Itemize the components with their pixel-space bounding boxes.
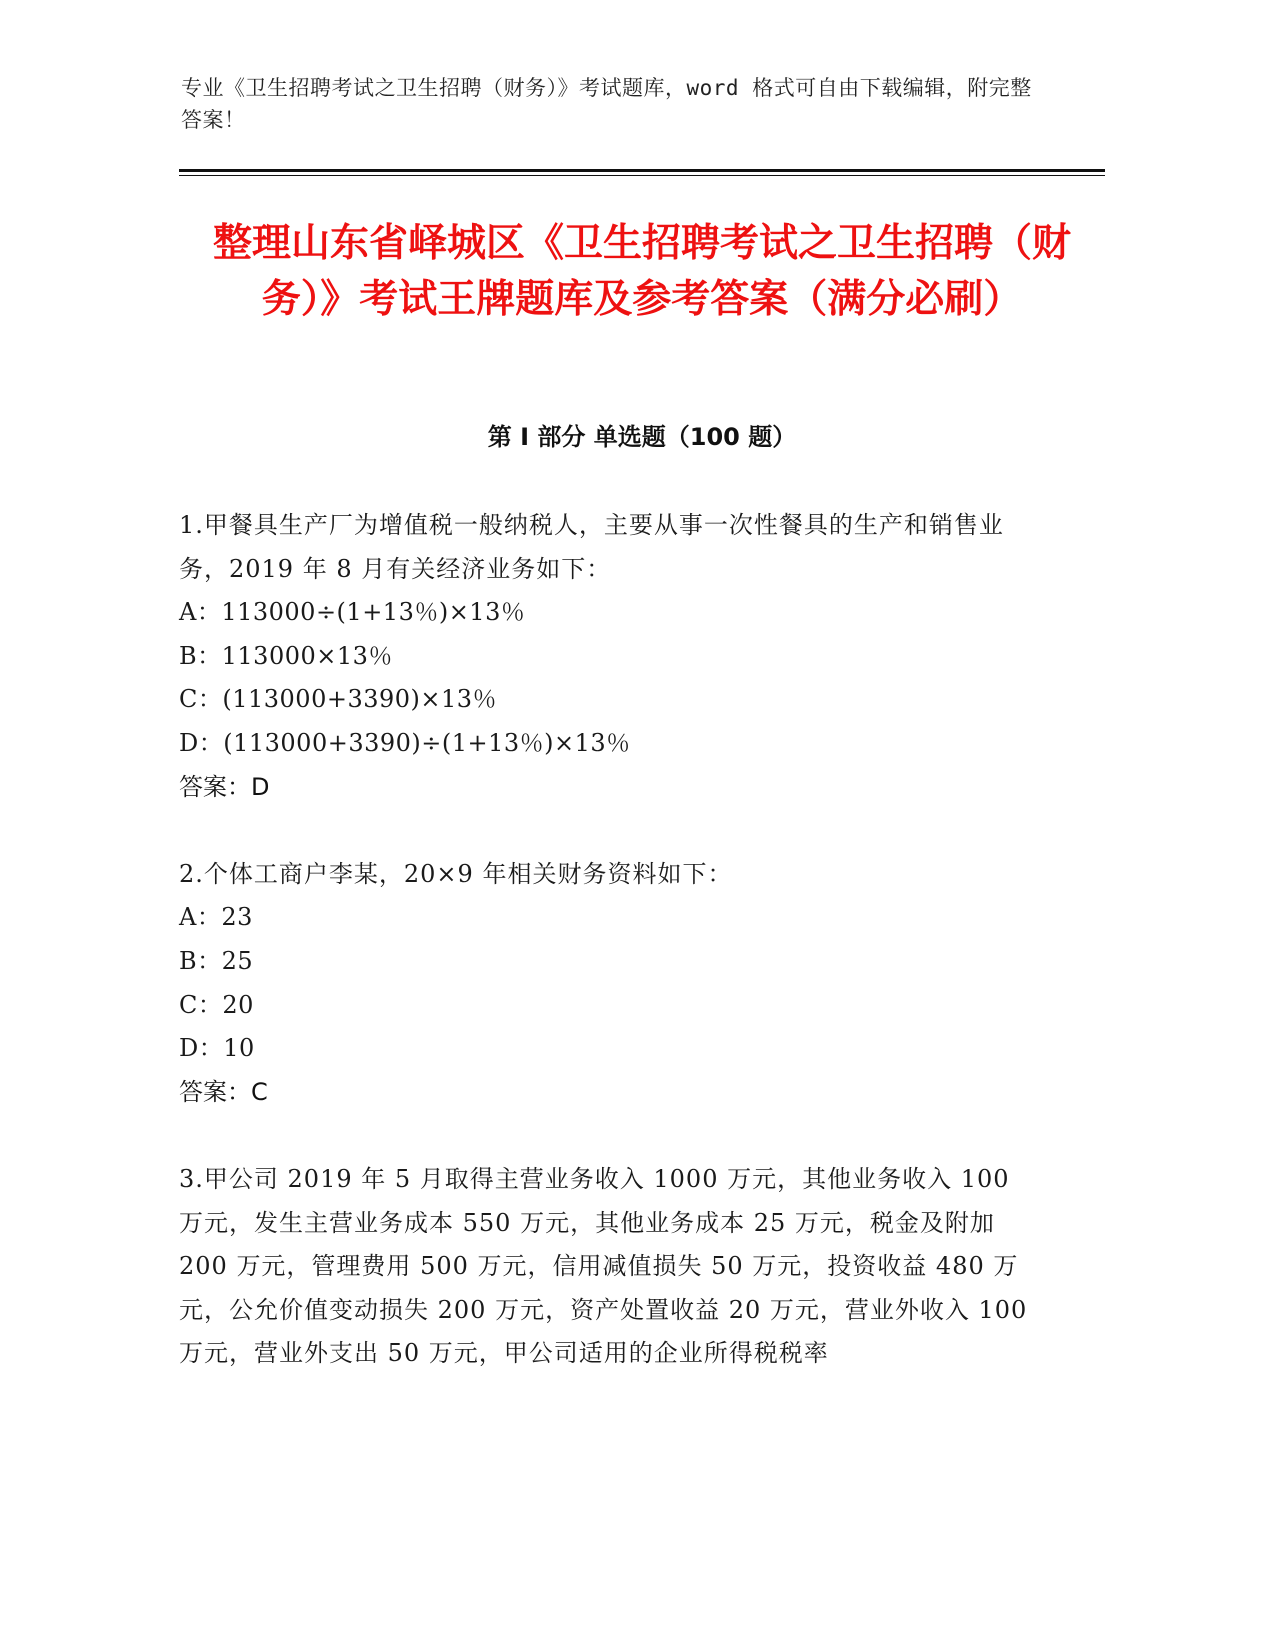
option-a: A：113000÷(1+13％)×13％ xyxy=(179,598,526,627)
option-b: B：25 xyxy=(179,946,254,975)
question-stem: 1.甲餐具生产厂为增值税一般纳税人，主要从事一次性餐具的生产和销售业务，2019 年 8 月有关经济业务如下： xyxy=(179,511,1004,583)
question-3 xyxy=(179,1158,1039,1376)
document-title: 整理山东省峄城区《卫生招聘考试之卫生招聘（财务）》考试王牌题库及参考答案（满分必刷） xyxy=(212,221,1071,322)
option-c: C：(113000+3390)×13％ xyxy=(179,685,498,714)
header-divider-thick xyxy=(179,169,1105,172)
option-a: A：23 xyxy=(179,903,253,932)
question-stem: 3.甲公司 2019 年 5 月取得主营业务收入 1000 万元，其他业务收入 100 万元，发生主营业务成本 550 万元，其他业务成本 25 万元，税金及附加 200 万元，管理费用 500 万元，信用减值损失 50 万元，投资收益 480 万元，公允价值变动损失 200 万元，资产处置收益 20 万元，营业外收入 100 万元，营业外支出 50 万元，甲公司适用的企业所得税税率 xyxy=(179,1164,1028,1368)
header-note: 专业《卫生招聘考试之卫生招聘（财务）》考试题库，word 格式可自由下载编辑，附完整答案！ xyxy=(181,76,1032,132)
answer-line: 答案：C xyxy=(179,1077,268,1106)
question-stem: 2.个体工商户李某，20×9 年相关财务资料如下： xyxy=(179,859,733,888)
question-1 xyxy=(179,504,1039,809)
question-2 xyxy=(179,853,1039,1115)
option-c: C：20 xyxy=(179,990,254,1019)
header-divider-thin xyxy=(179,175,1105,176)
option-b: B：113000×13％ xyxy=(179,641,393,670)
answer-line: 答案：D xyxy=(179,772,270,801)
option-d: D：10 xyxy=(179,1034,255,1063)
question-list xyxy=(179,504,1039,1419)
section-title: 第 I 部分 单选题（100 题） xyxy=(487,423,797,451)
option-d: D：(113000+3390)÷(1+13％)×13％ xyxy=(179,728,631,757)
